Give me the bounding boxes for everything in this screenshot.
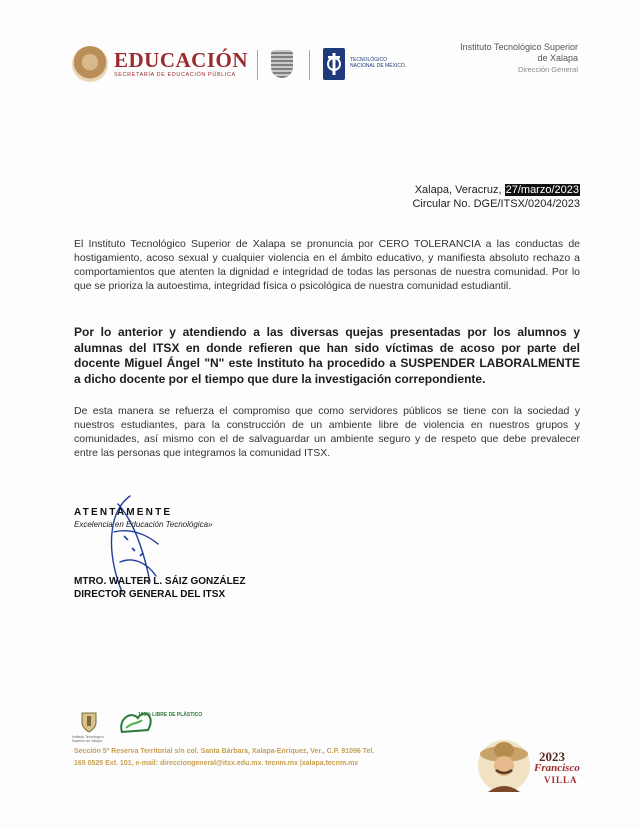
date-place: Xalapa, Veracruz, xyxy=(414,184,502,196)
year-badge: 2023 xyxy=(539,749,565,764)
institute-header xyxy=(460,42,578,75)
date-block xyxy=(412,183,580,211)
sep-logo-text: EDUCACIÓN xyxy=(114,48,249,72)
date-line xyxy=(412,183,580,197)
itsx-crest-caption: Instituto Tecnológico Superior de Xalapa xyxy=(72,735,104,743)
signer-name: MTRO. WALTER L. SÁIZ GONZÁLEZ xyxy=(74,576,246,587)
year-name-first: Francisco xyxy=(534,762,580,774)
footer-address-line1: Sección 5ª Reserva Territorial s/n col. Santa Bárbara, Xalapa-Enríquez, Ver., C.P. 91096 Tel. xyxy=(74,748,375,755)
footer-address-line2: 165 0525 Ext. 101, e-mail: direcciongeneral@itsx.edu.mx. tecnm.mx |xalapa.tecnm.mx xyxy=(74,760,359,767)
institute-name-line2: de Xalapa xyxy=(537,53,578,63)
tecnm-gear-icon xyxy=(322,47,346,81)
signer-block xyxy=(74,575,245,601)
header-divider xyxy=(257,50,258,80)
paragraph-commitment: De esta manera se refuerza el compromiso que como servidores públicos se tiene con la sociedad y nuestros estudiantes, para la construcción de un ambiente libre de violencia en nuestros grupos y comunidades, así mismo con el de salvaguardar un ambiente seguro y de respeto que debe prevalecer entre las personas que integramos la comunidad ITSX. xyxy=(74,405,580,459)
circular-number: Circular No. DGE/ITSX/0204/2023 xyxy=(412,198,580,210)
institute-name-line1: Instituto Tecnológico Superior xyxy=(460,42,578,52)
closing-motto: Excelencia en Educación Tecnológica» xyxy=(74,520,213,529)
mexico-seal-icon xyxy=(72,46,108,82)
paragraph-zero-tolerance: El Instituto Tecnológico Superior de Xalapa se pronuncia por CERO TOLERANCIA a las conductas de hostigamiento, acoso sexual y cualquier violencia en el ámbito educativo, y manifiesta absoluto rechazo a comportamientos que atenten la dignidad e integridad de todas las personas de nuestra comunidad. Por lo que se prioriza la autoestima, integridad física o psicológica de nuestra comunidad estudiantil. xyxy=(74,238,580,292)
footer-address xyxy=(74,746,474,770)
tecnm-logo-text: TECNOLÓGICO NACIONAL DE MÉXICO. xyxy=(350,57,407,69)
veracruz-shield-icon xyxy=(271,50,293,78)
institute-department: Dirección General xyxy=(517,65,578,74)
header-divider xyxy=(309,50,310,80)
plastic-free-logo-icon xyxy=(116,706,168,738)
year-name-last: VILLA xyxy=(544,775,578,785)
plastic-free-label: 100% LIBRE DE PLÁSTICO xyxy=(138,712,203,718)
signer-title: DIRECTOR GENERAL DEL ITSX xyxy=(74,589,226,600)
date-value: 27/marzo/2023 xyxy=(505,184,579,196)
closing-salutation: ATENTAMENTE xyxy=(74,507,173,518)
itsx-crest-icon xyxy=(80,711,98,733)
sep-logo-subtitle: SECRETARÍA DE EDUCACIÓN PÚBLICA xyxy=(114,72,236,78)
paragraph-suspension: Por lo anterior y atendiendo a las diversas quejas presentadas por los alumnos y alumnas del ITSX en donde refieren que han sido víctimas de acoso por parte del docente Miguel Ángel "N" este Instituto ha procedido a SUSPENDER LABORALMENTE a dicho docente por el tiempo que dure la investigación correpondiente. xyxy=(74,325,580,386)
